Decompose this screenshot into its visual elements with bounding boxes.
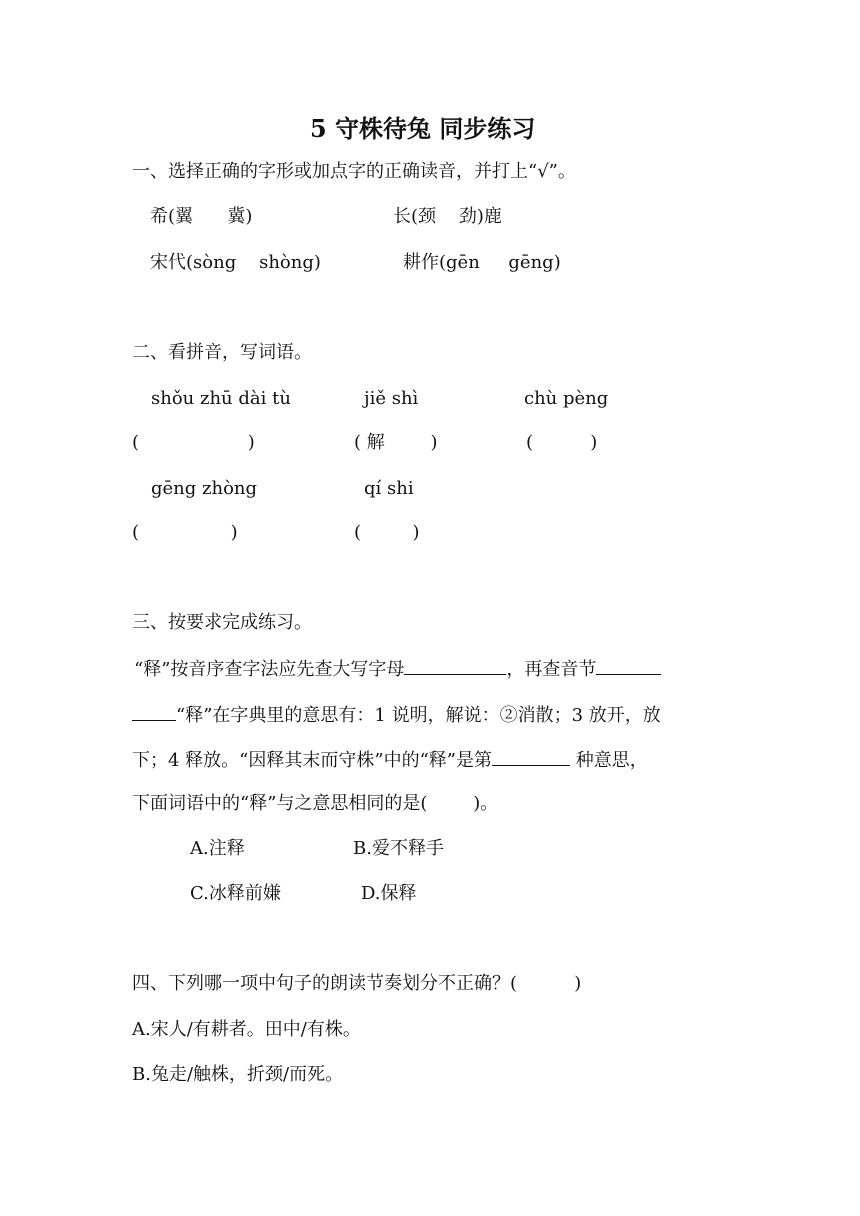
s3-line-1-text-a: “释”按音序查字法应先查大写字母 bbox=[134, 659, 405, 680]
s3-line-4: 下面词语中的“释”与之意思相同的是( )。 bbox=[132, 793, 499, 814]
s3-line-2 bbox=[132, 702, 661, 728]
section-1-heading: 一、选择正确的字形或加点字的正确读音，并打上“√”。 bbox=[132, 161, 576, 182]
s1-item-4: 耕作(gēn gēng) bbox=[403, 252, 561, 273]
s4-option-a[interactable]: A.宋人/有耕者。田中/有株。 bbox=[132, 1019, 361, 1040]
s4-option-b[interactable]: B.兔走/触株，折颈/而死。 bbox=[132, 1064, 344, 1085]
section-4-heading: 四、下列哪一项中句子的朗读节奏划分不正确？( ) bbox=[132, 973, 582, 994]
pinyin-3: chù pèng bbox=[524, 388, 609, 409]
s1-item-1: 希(翼 冀) bbox=[150, 206, 253, 227]
answer-blank-4[interactable]: ( ) bbox=[132, 522, 238, 543]
option-d[interactable]: D.保释 bbox=[361, 883, 417, 904]
s3-line-2-text: “释”在字典里的意思有：1 说明，解说：②消散；3 放开，放 bbox=[176, 705, 661, 726]
page-title: 5 守株待兔 同步练习 bbox=[310, 114, 536, 143]
option-a[interactable]: A.注释 bbox=[190, 838, 245, 859]
option-c[interactable]: C.冰释前嫌 bbox=[190, 883, 281, 904]
pinyin-2: jiě shì bbox=[364, 388, 419, 409]
pinyin-1: shǒu zhū dài tù bbox=[151, 388, 291, 409]
pinyin-5: qí shi bbox=[364, 478, 414, 499]
answer-blank-3[interactable]: ( ) bbox=[526, 432, 598, 453]
answer-blank-5[interactable]: ( ) bbox=[354, 522, 420, 543]
section-3-heading: 三、按要求完成练习。 bbox=[132, 612, 312, 633]
s3-line-3 bbox=[132, 747, 648, 773]
answer-blank-2[interactable]: ( 解 ) bbox=[354, 432, 438, 453]
answer-blank-syllable-b[interactable] bbox=[132, 702, 176, 721]
pinyin-4: gēng zhòng bbox=[151, 478, 258, 499]
answer-blank-syllable-a[interactable] bbox=[596, 656, 661, 675]
section-2-heading: 二、看拼音，写词语。 bbox=[132, 342, 312, 363]
s3-line-3-text-b: 种意思， bbox=[569, 750, 648, 771]
option-b[interactable]: B.爱不释手 bbox=[353, 838, 444, 859]
answer-blank-meaning[interactable] bbox=[492, 747, 570, 766]
s3-line-1 bbox=[134, 656, 661, 682]
s1-item-3: 宋代(sòng shòng) bbox=[150, 252, 321, 273]
answer-blank-letter[interactable] bbox=[404, 656, 506, 675]
s1-item-2: 长(颈 劲)鹿 bbox=[393, 206, 502, 227]
answer-blank-1[interactable]: ( ) bbox=[132, 432, 255, 453]
s3-line-3-text-a: 下；4 释放。“因释其末而守株”中的“释”是第 bbox=[132, 750, 492, 771]
s3-line-1-text-b: ，再查音节 bbox=[506, 659, 597, 680]
